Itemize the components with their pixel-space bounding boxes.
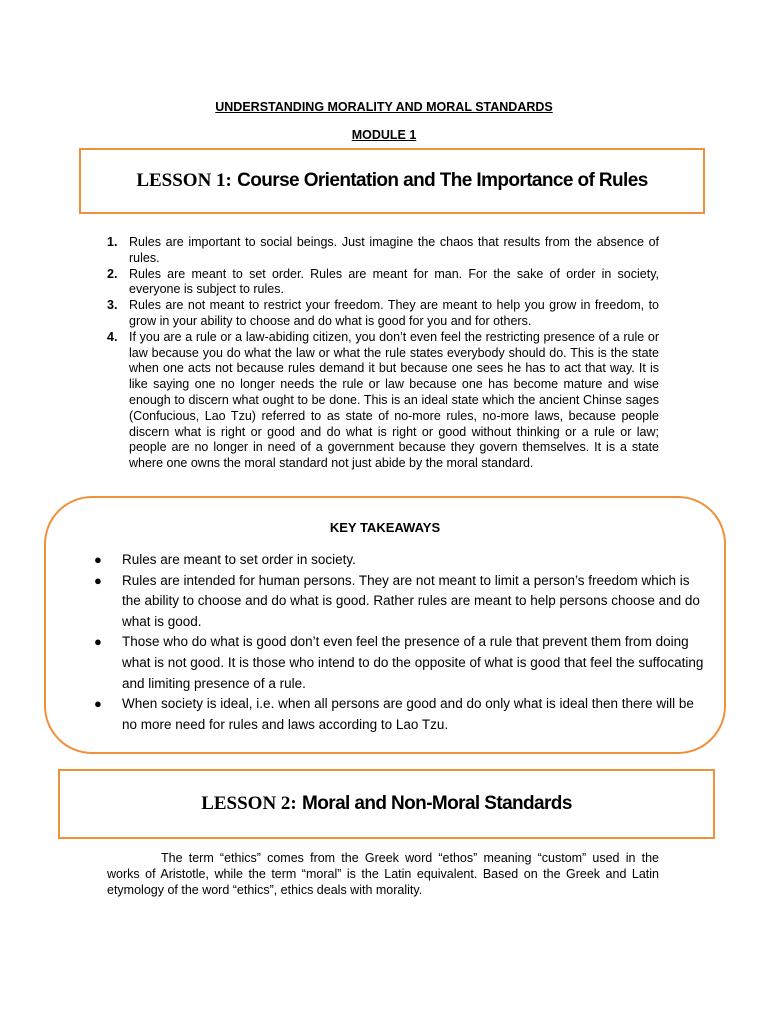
rule-item — [107, 330, 659, 472]
takeaway-text: When society is ideal, i.e. when all persons are good and do only what is ideal then there will be no more need for rules and laws according to Lao Tzu. — [122, 696, 694, 732]
rule-text: If you are a rule or a law-abiding citizen, you don’t even feel the restricting presence of a rule or law because you do what the law or what the rule states everybody should do. This is the state when one acts not because rules demand it but because one sees he has to act that way. It is like saying one no longer needs the rule or law because one has become mature and wise enough to discern what ought to be done. This is an ideal state which the ancient Chinse sages (Confucious, Lao Tzu) referred to as state of no-more rules, no-more laws, because people discern what is right or good and do what is right or good without thinking or a rule or law; people are no longer in need of a government because they govern themselves. It is a state where one owns the moral standard not just abide by the moral standard. — [129, 329, 659, 471]
key-takeaways-box — [44, 496, 726, 754]
lesson-2-prefix: LESSON 2: — [201, 793, 297, 814]
lesson-1-prefix: LESSON 1: — [136, 170, 232, 191]
lesson-2-heading — [201, 793, 572, 815]
takeaway-item — [94, 632, 704, 694]
takeaway-item — [94, 694, 704, 735]
rule-number: 4. — [107, 329, 118, 344]
lesson-2-name: Moral and Non-Moral Standards — [302, 793, 572, 814]
bullet-icon: ● — [94, 696, 102, 712]
key-takeaways-list — [94, 550, 704, 735]
takeaway-item — [94, 550, 704, 571]
rule-text: Rules are not meant to restrict your freedom. They are meant to help you grow in freedom, to grow in your ability to choose and do what is good for you and for others. — [129, 298, 659, 328]
rule-number: 3. — [107, 298, 118, 313]
rule-text: Rules are meant to set order. Rules are meant for man. For the sake of order in society, everyone is subject to rules. — [129, 266, 659, 297]
bullet-icon: ● — [94, 634, 102, 650]
module-title: MODULE 1 — [351, 128, 417, 142]
rule-item — [107, 267, 659, 299]
rule-item — [107, 235, 659, 267]
bullet-icon: ● — [94, 572, 102, 588]
lesson-1-heading-box — [79, 148, 705, 214]
lesson-2-heading-box — [58, 769, 715, 839]
rules-list — [107, 235, 659, 472]
lesson-1-heading — [136, 170, 647, 192]
bullet-icon: ● — [94, 552, 102, 567]
rule-text: Rules are important to social beings. Just imagine the chaos that results from the absence of rules. — [129, 235, 659, 265]
takeaway-item — [94, 571, 704, 633]
rule-item — [107, 298, 659, 330]
takeaway-text: Rules are intended for human persons. They are not meant to limit a person’s freedom which is the ability to choose and do what is good. Rather rules are meant to help persons choose and do what is good. — [122, 572, 700, 629]
takeaway-text: Those who do what is good don’t even feel the presence of a rule that prevent them from doing what is not good. It is those who intend to do the opposite of what is good that feel the suffocating and limiting presence of a rule. — [122, 634, 704, 691]
takeaway-text: Rules are meant to set order in society. — [122, 552, 356, 567]
document-title: UNDERSTANDING MORALITY AND MORAL STANDARDS — [215, 100, 553, 114]
key-takeaways-title: KEY TAKEAWAYS — [329, 520, 441, 535]
lesson-1-name: Course Orientation and The Importance of Rules — [237, 170, 648, 191]
rule-number: 2. — [107, 266, 118, 281]
rule-number: 1. — [107, 235, 118, 249]
ethics-paragraph: The term “ethics” comes from the Greek word “ethos” meaning “custom” used in the works of Aristotle, while the term “moral” is the Latin equivalent. Based on the Greek and Latin etymology of the word “ethics”, ethics deals with morality. — [107, 851, 659, 897]
